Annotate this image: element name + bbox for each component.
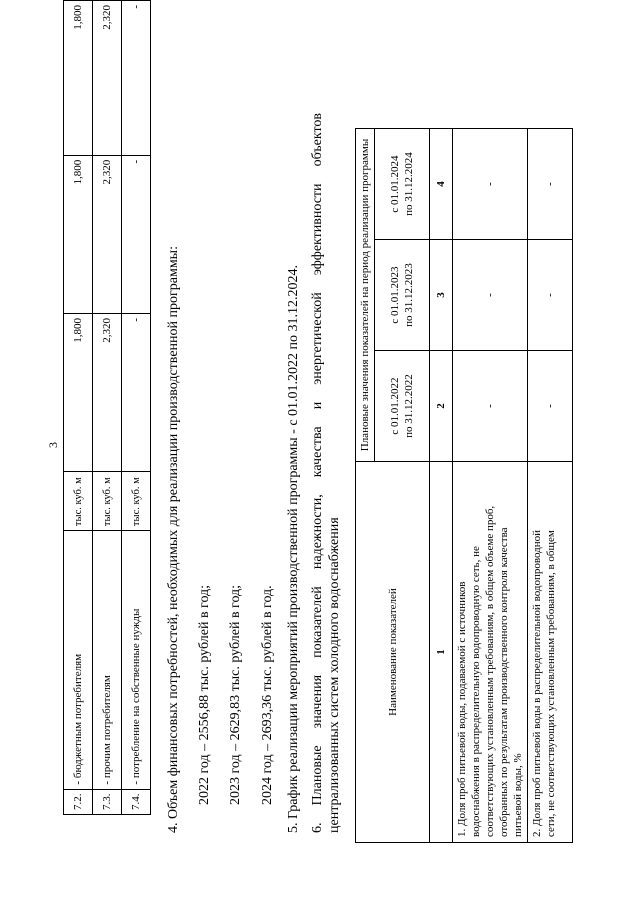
page-number: 3 (46, 442, 60, 448)
header-period-2024: с 01.01.2024 по 31.12.2024 (375, 129, 430, 240)
unit: тыс. куб. м (64, 472, 93, 531)
table-row (528, 129, 573, 843)
value-cell: 2,320 (93, 1, 122, 156)
row-number: 7.3. (93, 789, 122, 814)
consumer-name: - прочим потребителям (93, 531, 122, 789)
col-number: 1 (430, 462, 453, 843)
value-cell: - (122, 314, 151, 472)
value-cell: - (528, 129, 573, 240)
col-number: 4 (430, 129, 453, 240)
s6-word: эффективности (310, 183, 325, 276)
s6-word: показателей (310, 586, 325, 658)
value-cell: 2,320 (93, 314, 122, 472)
section-4-heading: 4. Объем финансовых потребностей, необходимых для реализации производственной программы: (166, 246, 181, 833)
col-number: 3 (430, 240, 453, 351)
value-cell: - (528, 240, 573, 351)
table-row (122, 1, 151, 815)
section-6-line-2: централизованных систем холодного водоснабжения (327, 517, 342, 833)
consumer-name: - потребление на собственные нужды (122, 531, 151, 789)
unit: тыс. куб. м (122, 472, 151, 531)
s6-word: надежности, (310, 494, 325, 570)
value-cell: - (453, 351, 528, 462)
col-number: 2 (430, 351, 453, 462)
volumes-table (63, 0, 151, 815)
finance-line-2023: 2023 год – 2629,83 тыс. рублей в год; (228, 584, 243, 805)
indicators-table (355, 128, 573, 843)
header-indicator-name: Наименование показателей (356, 462, 430, 843)
finance-line-2022: 2022 год – 2556,88 тыс. рублей в год; (197, 584, 212, 805)
value-cell: - (122, 1, 151, 156)
table-row (64, 1, 93, 815)
section-5-text: 5. График реализации мероприятий производственной программы - с 01.01.2022 по 31.12.2024. (286, 264, 301, 833)
value-cell: - (453, 240, 528, 351)
s6-word: 6. (310, 822, 325, 833)
s6-word: и (310, 401, 325, 410)
value-cell: 1,800 (64, 1, 93, 156)
unit: тыс. куб. м (93, 472, 122, 531)
table-row (453, 129, 528, 843)
header-period-2022: с 01.01.2022 по 31.12.2022 (375, 351, 430, 462)
value-cell: - (528, 351, 573, 462)
value-cell: - (453, 129, 528, 240)
row-number: 7.2. (64, 789, 93, 814)
value-cell: - (122, 155, 151, 313)
row-number: 7.4. (122, 789, 151, 814)
section-6-line-1 (310, 113, 326, 833)
consumer-name: - бюджетным потребителям (64, 531, 93, 789)
table-row (93, 1, 122, 815)
s6-word: значения (310, 674, 325, 729)
value-cell: 2,320 (93, 155, 122, 313)
value-cell: 1,800 (64, 155, 93, 313)
header-planned-values: Плановые значения показателей на период реализации программы (356, 129, 375, 462)
indicator-1: 1. Доля проб питьевой воды, подаваемой с источников водоснабжения в распределительную водопроводную сеть, не соответствующих установленным требованиям, в общем объеме проб, отобранных по результатам производственного контроля качества питьевой воды, % (453, 462, 528, 843)
header-period-2023: с 01.01.2023 по 31.12.2023 (375, 240, 430, 351)
s6-word: объектов (310, 113, 325, 167)
finance-line-2024: 2024 год – 2693,36 тыс. рублей в год. (260, 585, 275, 805)
s6-word: Плановые (310, 745, 325, 806)
value-cell: 1,800 (64, 314, 93, 472)
s6-word: качества (310, 426, 325, 478)
indicator-2: 2. Доля проб питьевой воды в распределительной водопроводной сети, не соответствующих установленным требованиям, в общем (528, 462, 573, 843)
s6-word: энергетической (310, 292, 325, 385)
